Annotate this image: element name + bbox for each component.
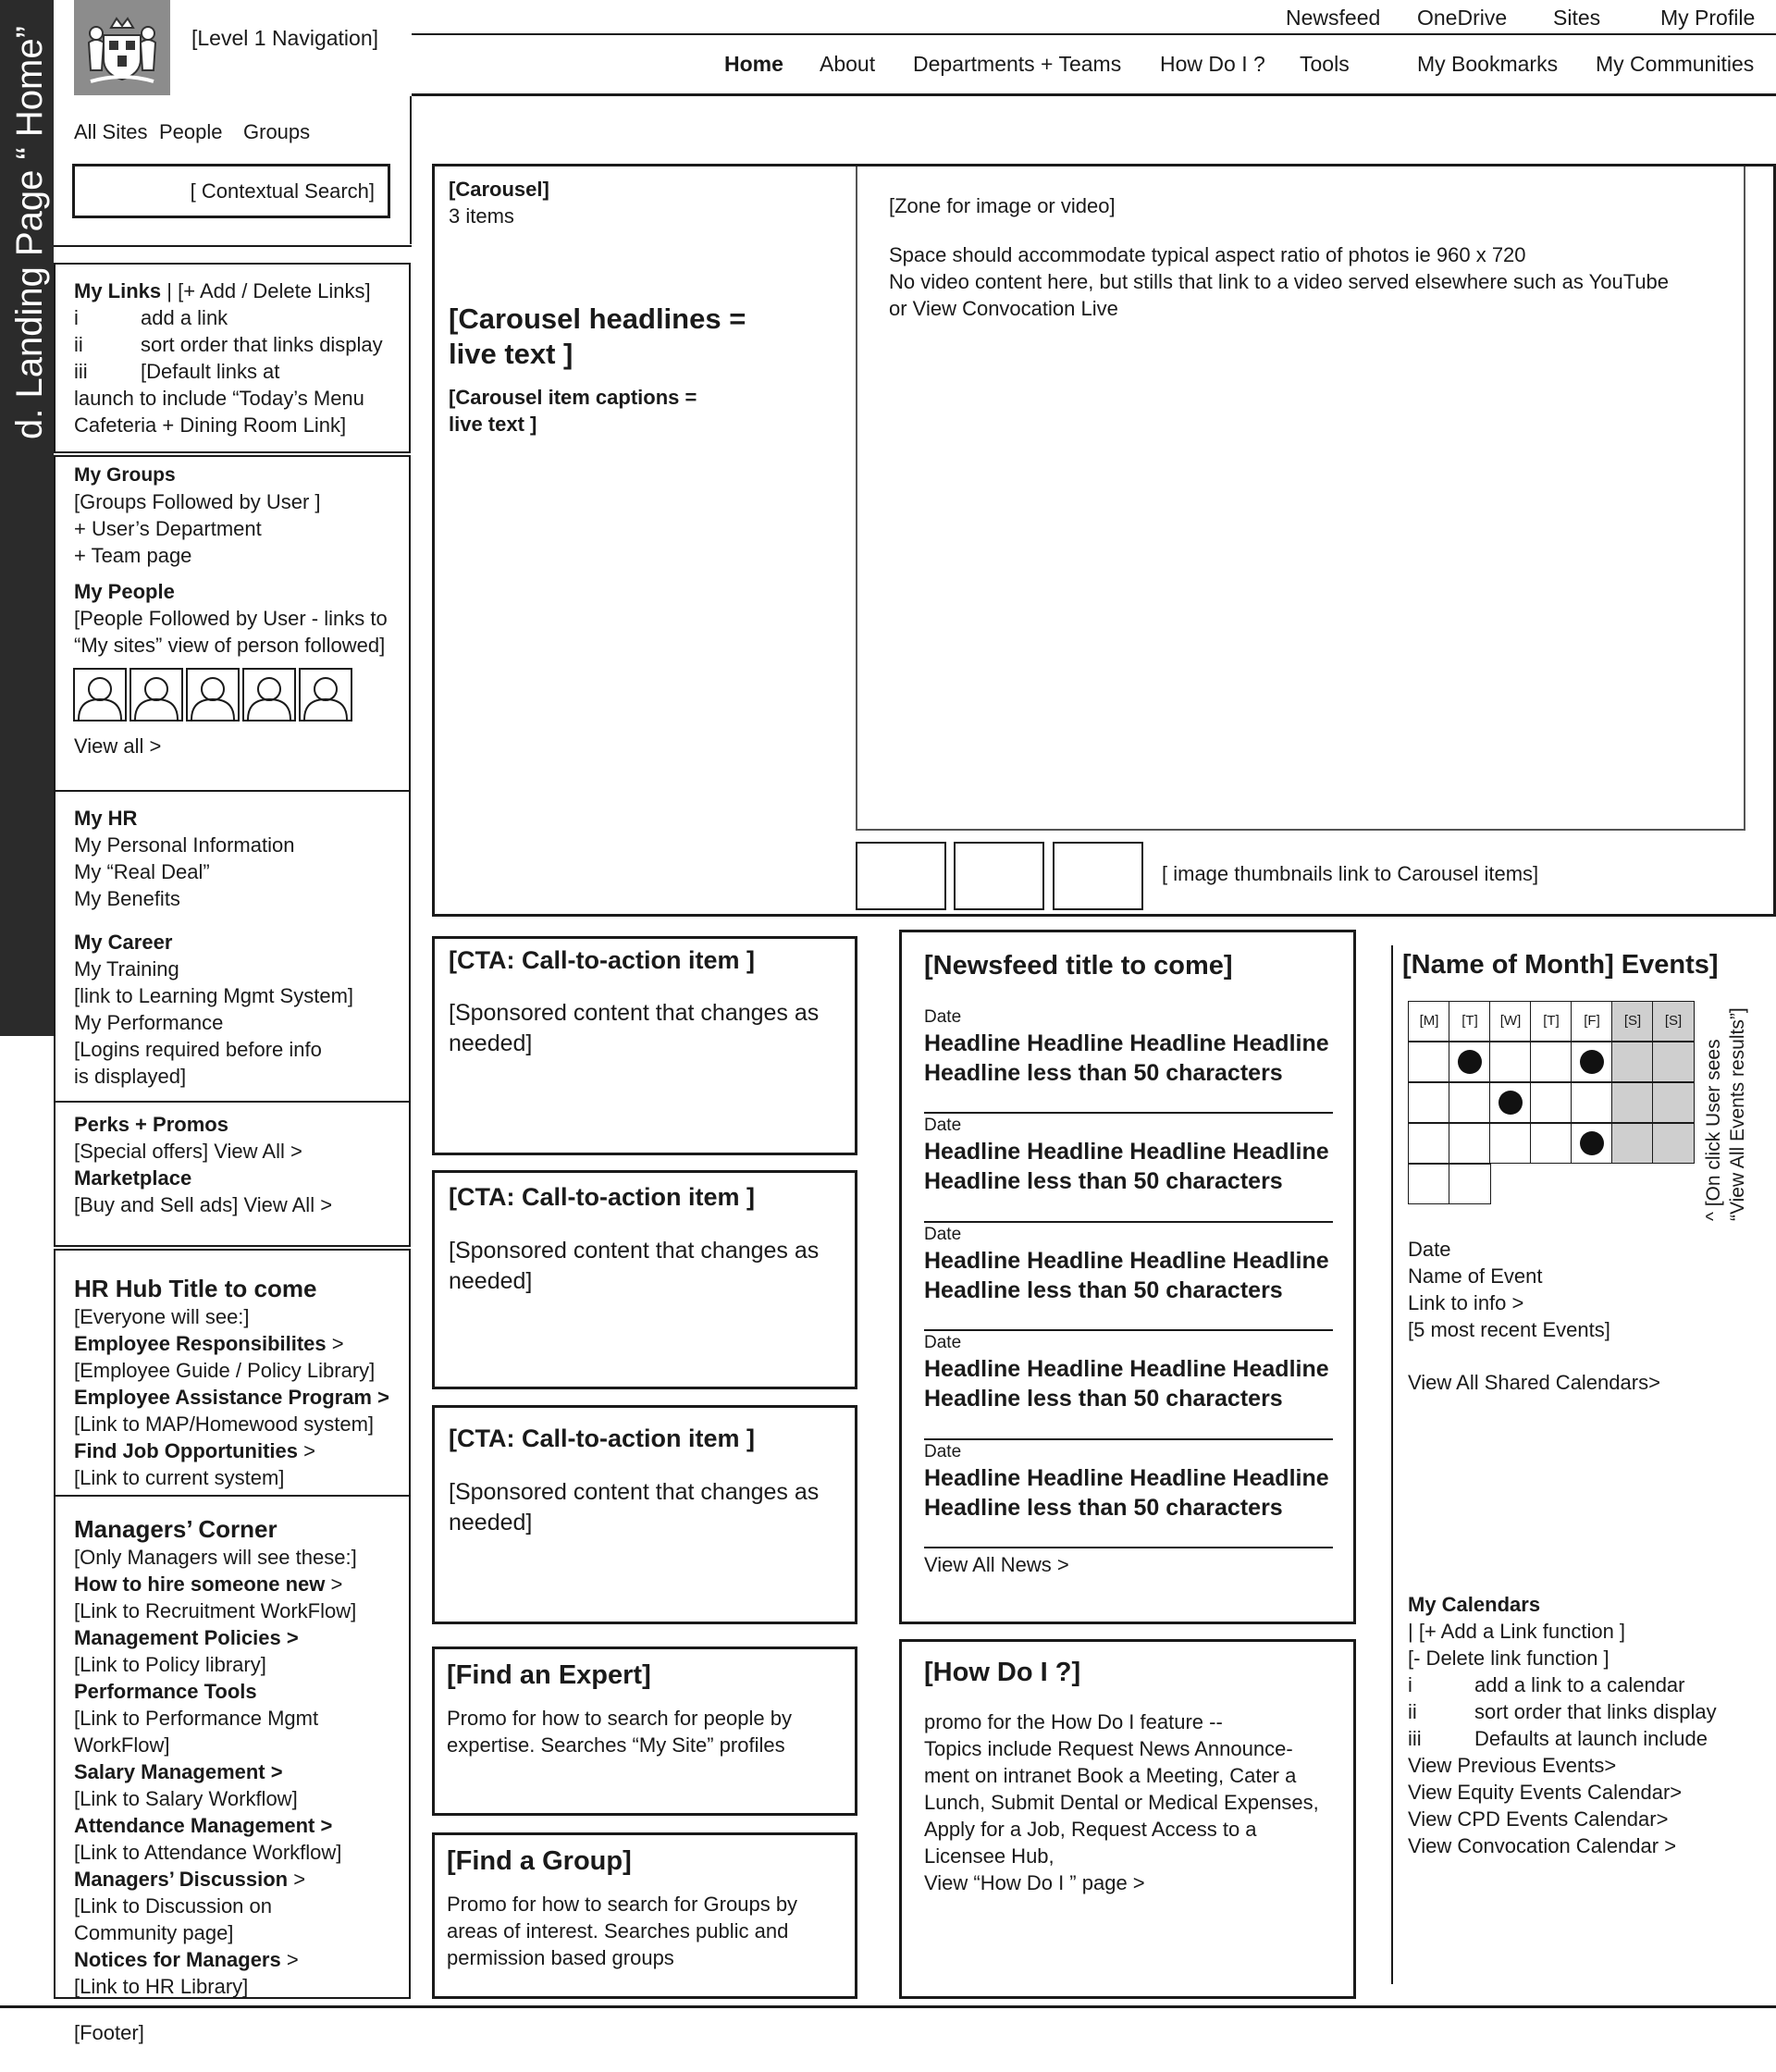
news-divider	[924, 1221, 1333, 1223]
my-links-text: launch to include “Today’s Menu	[74, 387, 364, 410]
my-groups-text: + User’s Department	[74, 517, 262, 540]
calendar-day[interactable]	[1652, 1082, 1695, 1123]
sidebar-edge	[410, 96, 412, 244]
how-do-i-panel	[899, 1639, 1356, 1999]
news-headline: Headline Headline Headline Headline	[924, 1465, 1329, 1491]
nav-my-profile[interactable]: My Profile	[1660, 6, 1756, 30]
my-hr-link[interactable]: My “Real Deal”	[74, 860, 210, 883]
nav-newsfeed[interactable]: Newsfeed	[1286, 6, 1381, 30]
hr-hub-title: HR Hub Title to come	[74, 1275, 317, 1302]
hr-hub-link[interactable]: Employee Assistance Program >	[74, 1386, 389, 1409]
thumbnails-note: [ image thumbnails link to Carousel items]	[1162, 862, 1539, 885]
nav-sites[interactable]: Sites	[1553, 6, 1601, 30]
page-label-tab	[0, 0, 54, 1036]
managers-link[interactable]: Managers’ Discussion	[74, 1868, 289, 1891]
my-career-text: [link to Learning Mgmt System]	[74, 984, 354, 1007]
avatar[interactable]	[242, 668, 296, 722]
avatar[interactable]	[130, 668, 183, 722]
cta-card[interactable]	[432, 936, 857, 1155]
my-groups-title: My Groups	[74, 464, 176, 486]
person-icon	[75, 670, 125, 720]
avatar[interactable]	[299, 668, 352, 722]
news-headline: Headline less than 50 characters	[924, 1277, 1283, 1303]
calendar-day[interactable]	[1571, 1042, 1613, 1082]
carousel-label: [Carousel]	[449, 178, 549, 201]
calendar-day[interactable]	[1489, 1042, 1532, 1082]
cta-title: [CTA: Call-to-action item ]	[449, 946, 755, 974]
my-hr-title: My HR	[74, 807, 138, 830]
my-career-block	[74, 929, 407, 1090]
my-people-text: “My sites” view of person followed]	[74, 634, 386, 657]
managers-desc: [Link to Recruitment WorkFlow]	[74, 1599, 357, 1622]
carousel-thumbnail[interactable]	[856, 842, 946, 910]
event-marker-icon	[1580, 1131, 1604, 1155]
carousel-media-zone[interactable]	[856, 166, 1745, 831]
footer-label: [Footer]	[74, 2021, 144, 2044]
event-note: [5 most recent Events]	[1408, 1318, 1610, 1341]
calendar-day[interactable]	[1530, 1123, 1572, 1164]
level1-nav-label: [Level 1 Navigation]	[191, 26, 379, 50]
header-divider-top	[412, 33, 1776, 35]
how-do-i-page-link[interactable]: View “How Do I ” page >	[924, 1871, 1145, 1894]
nav-how-do-i[interactable]: How Do I ?	[1160, 52, 1265, 76]
calendar-link[interactable]: View Equity Events Calendar>	[1408, 1781, 1683, 1804]
news-date: Date	[924, 1333, 962, 1352]
hr-hub-block: HR Hub Title to come [Everyone will see:] Employee Responsibilites > [Employee Guide / Policy Library] Employee Assistance Program > [Link to MAP/Homewood system] Find Job Opportunities > [Link to current system]	[74, 1274, 407, 1491]
nav-onedrive[interactable]: OneDrive	[1417, 6, 1508, 30]
nav-my-bookmarks[interactable]: My Bookmarks	[1417, 52, 1559, 76]
event-marker-icon	[1580, 1050, 1604, 1074]
hr-hub-note: [Everyone will see:]	[74, 1305, 250, 1328]
news-item[interactable]	[924, 1115, 1329, 1196]
event-detail	[1408, 1236, 1610, 1343]
news-headline: Headline less than 50 characters	[924, 1386, 1283, 1412]
calendar-day[interactable]	[1408, 1042, 1450, 1082]
cta-title: [CTA: Call-to-action item ]	[449, 1424, 755, 1452]
news-headline: Headline less than 50 characters	[924, 1168, 1283, 1194]
calendar-day-header: [F]	[1571, 1001, 1613, 1042]
cta-title: [CTA: Call-to-action item ]	[449, 1183, 755, 1211]
my-calendars-block: My Calendars | [+ Add a Link function ] [- Delete link function ] i add a link to a calendar ii sort order that links display iii Defaults at launch include View Previous Events> View Equity Events Calendar> View CPD Events Calendar> View Convocation Calendar >	[1408, 1593, 1717, 1857]
newsfeed-title: [Newsfeed title to come]	[924, 951, 1233, 980]
calendar-day[interactable]	[1530, 1042, 1572, 1082]
header-divider-bottom	[412, 93, 1776, 96]
events-column-edge	[1391, 945, 1393, 1984]
calendar-day[interactable]	[1449, 1164, 1491, 1204]
news-headline: Headline Headline Headline Headline	[924, 1139, 1329, 1165]
news-date: Date	[924, 1007, 962, 1027]
news-divider	[924, 1438, 1333, 1440]
my-people-view-all[interactable]: View all >	[74, 734, 162, 758]
find-group-body: Promo for how to search for Groups by areas of interest. Searches public and permission based groups	[447, 1893, 798, 1969]
calendar-day-header: [S]	[1611, 1001, 1654, 1042]
my-links-text: Cafeteria + Dining Room Link]	[74, 413, 347, 437]
person-icon	[244, 670, 294, 720]
calendar-day-header: [T]	[1449, 1001, 1491, 1042]
hr-hub-desc: [Employee Guide / Policy Library]	[74, 1359, 376, 1382]
managers-desc: [Link to Attendance Workflow]	[74, 1841, 342, 1864]
calendar-day[interactable]	[1449, 1123, 1491, 1164]
perks-title: Perks + Promos	[74, 1113, 228, 1136]
managers-link[interactable]: How to hire someone new	[74, 1572, 326, 1596]
media-zone-note: No video content here, but stills that link to a video served elsewhere such as YouTube	[889, 270, 1670, 293]
people-avatars	[73, 668, 358, 725]
my-links-item: sort order that links display	[141, 333, 383, 356]
carousel-info	[449, 176, 549, 229]
managers-link[interactable]: Attendance Management >	[74, 1814, 333, 1837]
person-icon	[188, 670, 238, 720]
avatar[interactable]	[186, 668, 240, 722]
calendar-day[interactable]	[1611, 1082, 1654, 1123]
calendar-day[interactable]	[1408, 1123, 1450, 1164]
scope-all-sites[interactable]: All Sites	[74, 120, 148, 143]
nav-home[interactable]: Home	[724, 52, 783, 76]
cta-body: [Sponsored content that changes as needed]	[449, 1479, 820, 1536]
how-do-i-body: promo for the How Do I feature -- Topics include Request News Announce- ment on intranet Book a Meeting, Cater a Lunch, Submit Dental or Medical Expenses, Apply for a Job, Request Access to a Licensee Hub, View “How Do I ” page >	[924, 1710, 1319, 1894]
how-do-i-title: [How Do I ?]	[924, 1658, 1081, 1687]
news-item[interactable]	[924, 1332, 1329, 1413]
person-icon	[131, 670, 181, 720]
my-groups-text: [Groups Followed by User ]	[74, 490, 321, 513]
nav-about[interactable]: About	[820, 52, 876, 76]
my-links-add-delete[interactable]: | [+ Add / Delete Links]	[161, 279, 371, 302]
news-date: Date	[924, 1116, 962, 1135]
my-links-item: add a link	[141, 306, 228, 329]
search-placeholder: [ Contextual Search]	[190, 179, 375, 203]
view-all-news[interactable]: View All News >	[924, 1553, 1069, 1576]
calendar-day[interactable]	[1571, 1082, 1613, 1123]
scope-groups[interactable]: Groups	[243, 120, 311, 143]
cta-body: [Sponsored content that changes as needed]	[449, 1238, 820, 1294]
events-title: [Name of Month] Events]	[1402, 950, 1719, 980]
hr-hub-link[interactable]: Find Job Opportunities	[74, 1439, 298, 1462]
my-career-link[interactable]: My Performance	[74, 1011, 224, 1034]
logo[interactable]	[74, 0, 170, 95]
perks-view-all[interactable]: [Special offers] View All >	[74, 1140, 302, 1163]
calendar-day-header: [W]	[1489, 1001, 1532, 1042]
nav-tools[interactable]: Tools	[1300, 52, 1350, 76]
my-groups-text: + Team page	[74, 544, 192, 567]
find-group-title: [Find a Group]	[447, 1846, 632, 1876]
news-item[interactable]	[924, 1441, 1329, 1523]
news-headline: Headline Headline Headline Headline	[924, 1030, 1329, 1056]
managers-desc: [Link to Policy library]	[74, 1653, 266, 1676]
news-headline: Headline Headline Headline Headline	[924, 1248, 1329, 1274]
find-expert-body: Promo for how to search for people by expertise. Searches “My Site” profiles	[447, 1707, 792, 1757]
cta-card[interactable]	[432, 1405, 857, 1624]
carousel-thumbnail[interactable]	[954, 842, 1044, 910]
calendar-day[interactable]	[1652, 1123, 1695, 1164]
calendar-day[interactable]	[1449, 1042, 1491, 1082]
find-group-card[interactable]	[432, 1832, 857, 1999]
footer-divider	[0, 2005, 1776, 2008]
event-link[interactable]: Link to info >	[1408, 1291, 1524, 1314]
news-headline: Headline less than 50 characters	[924, 1495, 1283, 1521]
avatar[interactable]	[73, 668, 127, 722]
managers-desc: [Link to Performance Mgmt	[74, 1707, 319, 1730]
calendar-day[interactable]	[1489, 1123, 1532, 1164]
hr-hub-desc: [Link to current system]	[74, 1466, 285, 1489]
managers-corner-title: Managers’ Corner	[74, 1515, 278, 1543]
calendar-day[interactable]	[1449, 1082, 1491, 1123]
calendar-day[interactable]	[1489, 1082, 1532, 1123]
calendar-link[interactable]: View Convocation Calendar >	[1408, 1834, 1677, 1857]
my-hr-link[interactable]: My Personal Information	[74, 833, 295, 857]
my-groups-block	[74, 462, 407, 569]
my-hr-link[interactable]: My Benefits	[74, 887, 180, 910]
news-headline: Headline less than 50 characters	[924, 1060, 1283, 1086]
managers-note: [Only Managers will see these:]	[74, 1546, 357, 1569]
calendar-day[interactable]	[1530, 1082, 1572, 1123]
managers-desc: WorkFlow]	[74, 1733, 170, 1757]
event-marker-icon	[1498, 1091, 1523, 1115]
carousel-count: 3 items	[449, 204, 514, 228]
news-item[interactable]	[924, 1006, 1329, 1088]
news-divider	[924, 1329, 1333, 1331]
nav-my-communities[interactable]: My Communities	[1596, 52, 1755, 76]
managers-link[interactable]: Salary Management >	[74, 1760, 283, 1783]
managers-desc: [Link to Salary Workflow]	[74, 1787, 298, 1810]
managers-link[interactable]: Performance Tools	[74, 1680, 257, 1703]
managers-desc: Community page]	[74, 1921, 234, 1944]
news-item[interactable]	[924, 1224, 1329, 1305]
news-divider	[924, 1112, 1333, 1114]
carousel-thumbnail[interactable]	[1053, 842, 1143, 910]
my-links-item: [Default links at	[141, 360, 280, 383]
calendar-day[interactable]	[1408, 1082, 1450, 1123]
my-career-text: [Logins required before info	[74, 1038, 322, 1061]
my-people-block	[74, 578, 407, 659]
managers-desc: [Link to HR Library]	[74, 1975, 249, 1998]
news-date: Date	[924, 1442, 962, 1462]
view-shared-calendars[interactable]: View All Shared Calendars>	[1408, 1371, 1660, 1394]
calendar-day-header: [S]	[1652, 1001, 1695, 1042]
managers-link[interactable]: Notices for Managers	[74, 1948, 281, 1971]
contextual-search-input[interactable]	[72, 164, 390, 218]
my-hr-block	[74, 805, 407, 912]
news-headline: Headline Headline Headline Headline	[924, 1356, 1329, 1382]
hr-hub-link[interactable]: Employee Responsibilites	[74, 1332, 327, 1355]
hr-hub-desc: [Link to MAP/Homewood system]	[74, 1412, 375, 1436]
calendar-day[interactable]	[1571, 1123, 1613, 1164]
event-date: Date	[1408, 1238, 1451, 1261]
my-career-title: My Career	[74, 931, 173, 954]
cta-card[interactable]	[432, 1170, 857, 1389]
my-links-block: My Links | [+ Add / Delete Links] i add a link ii sort order that links display iii [Default links at launch to include “Today’s Menu Cafeteria + Dining Room Link]	[74, 278, 407, 438]
event-name: Name of Event	[1408, 1264, 1543, 1288]
my-links-title: My Links	[74, 279, 162, 302]
marketplace-view-all[interactable]: [Buy and Sell ads] View All >	[74, 1193, 333, 1216]
managers-link[interactable]: Management Policies >	[74, 1626, 299, 1649]
sidebar-divider	[54, 245, 412, 247]
perks-block	[74, 1111, 407, 1218]
calendar-day-header: [T]	[1530, 1001, 1572, 1042]
person-icon	[301, 670, 351, 720]
news-date: Date	[924, 1225, 962, 1244]
calendar-day-header: [M]	[1408, 1001, 1450, 1042]
managers-desc: [Link to Discussion on	[74, 1894, 272, 1918]
newsfeed-panel	[899, 930, 1356, 1624]
my-career-link[interactable]: My Training	[74, 957, 179, 980]
calendar-link[interactable]: View Previous Events>	[1408, 1754, 1617, 1777]
calendar-link[interactable]: View CPD Events Calendar>	[1408, 1807, 1669, 1831]
marketplace-title: Marketplace	[74, 1166, 192, 1190]
carousel-headline: [Carousel headlines = live text ]	[449, 302, 746, 370]
delete-link-function[interactable]: [- Delete link function ]	[1408, 1646, 1610, 1670]
event-marker-icon	[1458, 1050, 1482, 1074]
media-zone-note: Space should accommodate typical aspect ratio of photos ie 960 x 720	[889, 243, 1526, 266]
cta-body: [Sponsored content that changes as needed]	[449, 1000, 820, 1056]
my-people-title: My People	[74, 580, 175, 603]
calendar-day[interactable]	[1408, 1164, 1450, 1204]
events-calendar	[1408, 1001, 1696, 1208]
media-zone-note: or View Convocation Live	[889, 297, 1118, 320]
page-label: d. Landing Page “ Home”	[9, 26, 50, 439]
calendar-day[interactable]	[1611, 1123, 1654, 1164]
my-calendars-title: My Calendars	[1408, 1593, 1541, 1616]
crest-icon	[74, 0, 170, 95]
find-expert-title: [Find an Expert]	[447, 1660, 651, 1690]
sidebar-divider	[54, 790, 411, 792]
carousel-caption: [Carousel item captions = live text ]	[449, 386, 697, 436]
managers-corner-block: Managers’ Corner [Only Managers will see these:] How to hire someone new > [Link to Recruitment WorkFlow] Management Policies > [Link to Policy library] Performance Tools [Link to Performance Mgmt WorkFlow] Salary Management > [Link to Salary Workflow] Attendance Management > [Link to Attendance Workflow] Managers’ Discussion > [Link to Discussion on Community page] Notices for Managers > [Link to HR Library]	[74, 1514, 407, 2000]
calendar-day[interactable]	[1611, 1042, 1654, 1082]
scope-people[interactable]: People	[159, 120, 223, 143]
news-divider	[924, 1547, 1333, 1548]
calendar-day[interactable]	[1652, 1042, 1695, 1082]
media-zone-label: [Zone for image or video]	[889, 194, 1116, 217]
nav-departments-teams[interactable]: Departments + Teams	[913, 52, 1122, 76]
find-expert-card[interactable]	[432, 1646, 857, 1816]
my-career-text: is displayed]	[74, 1065, 187, 1088]
my-people-text: [People Followed by User - links to	[74, 607, 388, 630]
add-link-function[interactable]: | [+ Add a Link function ]	[1408, 1620, 1626, 1643]
